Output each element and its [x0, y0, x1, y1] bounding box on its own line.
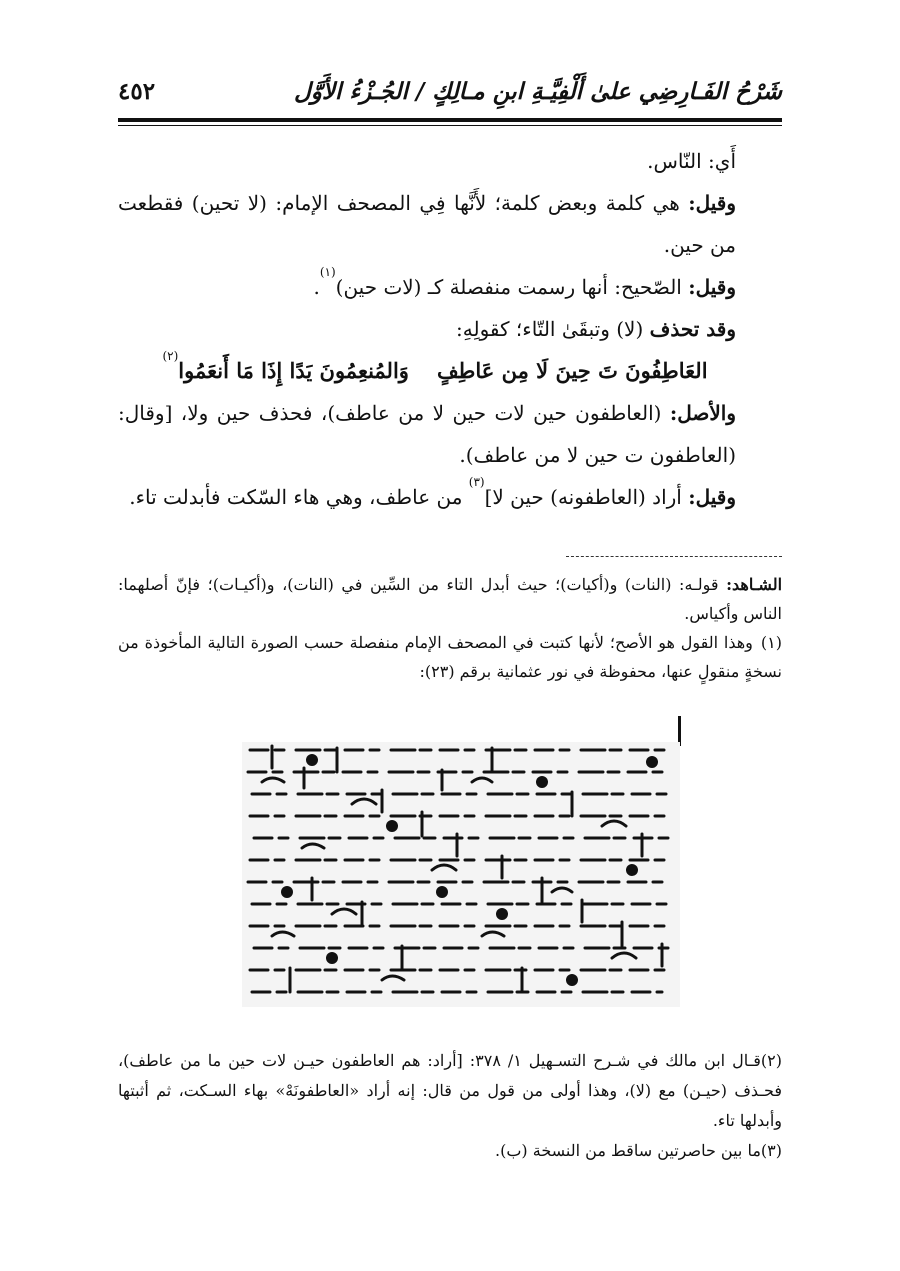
verse-first-hemistich: العَاطِفُونَ تَ حِينَ لَا مِن عَاطِفٍ — [436, 358, 708, 383]
footnotes-top — [118, 570, 782, 686]
paragraph-text-end: من عاطف، وهي هاء السّكت فأبدلت تاء. — [129, 485, 469, 509]
running-header — [118, 76, 782, 114]
footnote-number: (٣) — [760, 1141, 782, 1160]
paragraph-3 — [118, 266, 782, 308]
footnote-number: (١) — [760, 633, 782, 652]
manuscript-image — [242, 742, 680, 1007]
footnote-3 — [118, 1136, 782, 1166]
paragraph-text: أَي: النّاس. — [647, 149, 736, 173]
page-number: ٤٥٢ — [118, 78, 156, 105]
paragraph-lead: وقيل: — [688, 275, 736, 299]
footnote-label: الشـاهد: — [726, 575, 783, 594]
header-rule-thick — [118, 118, 782, 122]
poetry-verse — [118, 350, 782, 392]
verse-second-hemistich: وَالمُنعِمُونَ يَدًا إِذَا مَا أَنعَمُوا — [178, 358, 409, 383]
paragraph-4 — [118, 308, 782, 350]
footnote-ref-2[interactable]: (٢) — [162, 349, 179, 363]
main-text — [118, 140, 782, 518]
paragraph-2 — [118, 182, 782, 266]
footnote-text: وهذا القول هو الأصح؛ لأنها كتبت في المصحف الإمام منفصلة حسب الصورة التالية المأخوذة من نسخةٍ منقولٍ عنها، محفوظة في نور عثمانية برقم (٢٣): — [118, 633, 782, 681]
footnote-ref-1[interactable]: (١) — [319, 265, 336, 279]
footnote-text: قـال ابن مالك في شـرح التسـهيل ١/ ٣٧٨: [أراد: هم العاطفون حيـن لات حين ما من عاطف)، فحـذف (حيـن) مع (لا)، وهذا أولى من قول من قال: إنه أراد «العاطفونَهْ» بهاء السـكت، ثم أثبتها وأبدلها تاء. — [118, 1051, 782, 1130]
paragraph-text: (لا) وتبقَىٰ التّاء؛ كقولِهِ: — [456, 317, 650, 341]
paragraph-6 — [118, 476, 782, 518]
paragraph-lead: وقيل: — [688, 191, 736, 215]
footnote-ref-3[interactable]: (٣) — [468, 475, 485, 489]
footnote-text: قولـه: (النات) و(أكيات)؛ حيث أبدل التاء من السِّين في (النات)، و(أكيـات)؛ فإنّ أصلهما: الناس وأكياس. — [118, 575, 782, 623]
header-rule-thin — [118, 125, 782, 126]
paragraph-lead: وقد تحذف — [649, 317, 736, 341]
running-title: شَرْحُ الفَـارِضِي علىٰ أَلْفِيَّـةِ ابنِ مـالِكٍ / الجُـزْءُ الأَوَّل — [294, 78, 782, 105]
footnote-1 — [118, 628, 782, 686]
paragraph-text: أراد (العاطفونه) حين لا] — [484, 485, 689, 509]
footnote-text: ما بين حاصرتين ساقط من النسخة (ب). — [495, 1141, 761, 1160]
footnote-2 — [118, 1046, 782, 1136]
paragraph-5 — [118, 392, 782, 476]
paragraph-text: الصّحيح: أنها رسمت منفصلة كـ (لات حين) — [335, 275, 689, 299]
paragraph-1 — [118, 140, 782, 182]
footnote-number: (٢) — [760, 1051, 782, 1070]
footnote-shahid — [118, 570, 782, 628]
footnote-separator — [566, 556, 782, 557]
paragraph-text: هي كلمة وبعض كلمة؛ لأَنَّها فِي المصحف الإمام: (لا تحين) فقطعت من حين. — [118, 191, 736, 257]
paragraph-text: (العاطفون حين لات حين لا من عاطف)، فحذف حين ولا، [وقال: (العاطفون ت حين لا من عاطف). — [118, 401, 736, 467]
paragraph-text-end: . — [313, 275, 320, 299]
footnotes-bottom — [118, 1046, 782, 1166]
paragraph-lead: والأصل: — [669, 401, 736, 425]
paragraph-lead: وقيل: — [688, 485, 736, 509]
